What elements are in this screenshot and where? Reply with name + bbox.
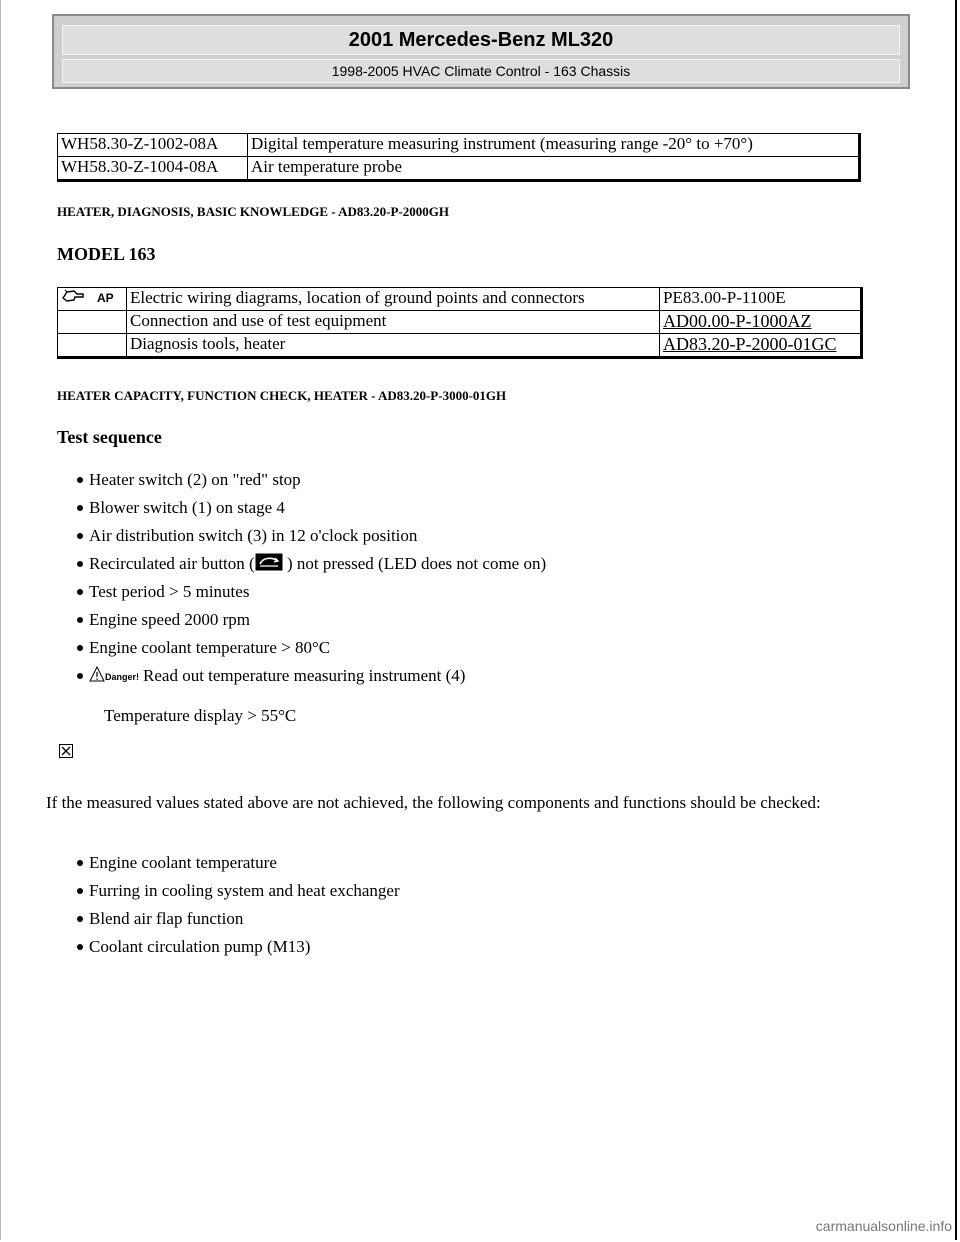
model-heading: MODEL 163 [57, 244, 156, 264]
table-row [58, 311, 862, 334]
ap-label: AP [97, 291, 114, 305]
watermark: carmanualsonline.info [815, 1218, 952, 1234]
check-text: Furring in cooling system and heat exchanger [89, 881, 400, 900]
tool-description: Air temperature probe [248, 157, 860, 181]
list-item [63, 665, 863, 693]
bullet [77, 617, 83, 623]
section-heading-basic-knowledge: HEATER, DIAGNOSIS, BASIC KNOWLEDGE - AD83.20-P-2000GH [57, 204, 449, 219]
step-text: Blower switch (1) on stage 4 [89, 498, 285, 517]
broken-image-icon [59, 744, 73, 763]
check-list [63, 852, 863, 964]
tool-code: WH58.30-Z-1002-08A [58, 134, 248, 157]
bullet [77, 888, 83, 894]
tool-code: WH58.30-Z-1004-08A [58, 157, 248, 181]
step-text-suffix: ) not pressed (LED does not come on) [282, 554, 547, 573]
list-item [63, 581, 863, 609]
bullet [77, 645, 83, 651]
empty-cell [58, 311, 127, 334]
reference-description: Electric wiring diagrams, location of ground points and connectors [127, 288, 660, 311]
document-header [52, 14, 910, 89]
reference-link-text[interactable]: AD00.00-P-1000AZ [663, 311, 812, 331]
danger-label: Danger! [105, 672, 140, 683]
reference-code: PE83.00-P-1100E [660, 288, 862, 311]
bullet [77, 916, 83, 922]
list-item [63, 852, 863, 880]
list-item [63, 525, 863, 553]
check-text: Blend air flap function [89, 909, 244, 928]
check-text: Engine coolant temperature [89, 853, 277, 872]
pointing-hand-icon [61, 289, 97, 310]
list-item [63, 637, 863, 665]
reference-description: Connection and use of test equipment [127, 311, 660, 334]
bullet [77, 477, 83, 483]
table-row [58, 288, 862, 311]
step-text: Read out temperature measuring instrument (4) [143, 666, 466, 685]
bullet [77, 944, 83, 950]
section-heading-function-check: HEATER CAPACITY, FUNCTION CHECK, HEATER - AD83.20-P-3000-01GH [57, 388, 507, 403]
reference-description: Diagnosis tools, heater [127, 334, 660, 358]
reference-link[interactable] [660, 311, 862, 334]
document-subtitle: 1998-2005 HVAC Climate Control - 163 Chassis [62, 59, 900, 83]
list-item [63, 936, 863, 964]
recirculation-icon [255, 553, 283, 577]
temperature-display-note: Temperature display > 55°C [104, 706, 297, 725]
step-text: Air distribution switch (3) in 12 o'clock position [89, 526, 418, 545]
list-item [63, 908, 863, 936]
list-item [63, 880, 863, 908]
table-row [58, 334, 862, 358]
document-title: 2001 Mercedes-Benz ML320 [62, 25, 900, 55]
check-intro-paragraph: If the measured values stated above are not achieved, the following components and functions should be checked: [46, 793, 821, 812]
test-sequence-heading: Test sequence [57, 427, 162, 447]
danger-warning-icon [89, 666, 105, 688]
list-item [63, 553, 863, 581]
step-text: Engine coolant temperature > 80°C [89, 638, 331, 657]
list-item [63, 497, 863, 525]
test-sequence-list [63, 469, 863, 693]
bullet [77, 589, 83, 595]
step-text: Recirculated air button ( [89, 554, 255, 573]
bullet [77, 673, 83, 679]
empty-cell [58, 334, 127, 358]
ap-icon-cell [58, 288, 127, 311]
reference-link-text[interactable]: AD83.20-P-2000-01GC [663, 334, 837, 354]
tools-table [57, 133, 861, 182]
list-item [63, 609, 863, 637]
reference-link[interactable] [660, 334, 862, 358]
bullet [77, 533, 83, 539]
table-row [58, 157, 860, 181]
bullet [77, 561, 83, 567]
step-text: Heater switch (2) on "red" stop [89, 470, 301, 489]
references-table [57, 287, 863, 359]
check-text: Coolant circulation pump (M13) [89, 937, 311, 956]
step-text: Test period > 5 minutes [89, 582, 250, 601]
tool-description: Digital temperature measuring instrument (measuring range -20° to +70°) [248, 134, 860, 157]
table-row [58, 134, 860, 157]
bullet [77, 505, 83, 511]
bullet [77, 860, 83, 866]
step-text: Engine speed 2000 rpm [89, 610, 250, 629]
list-item [63, 469, 863, 497]
